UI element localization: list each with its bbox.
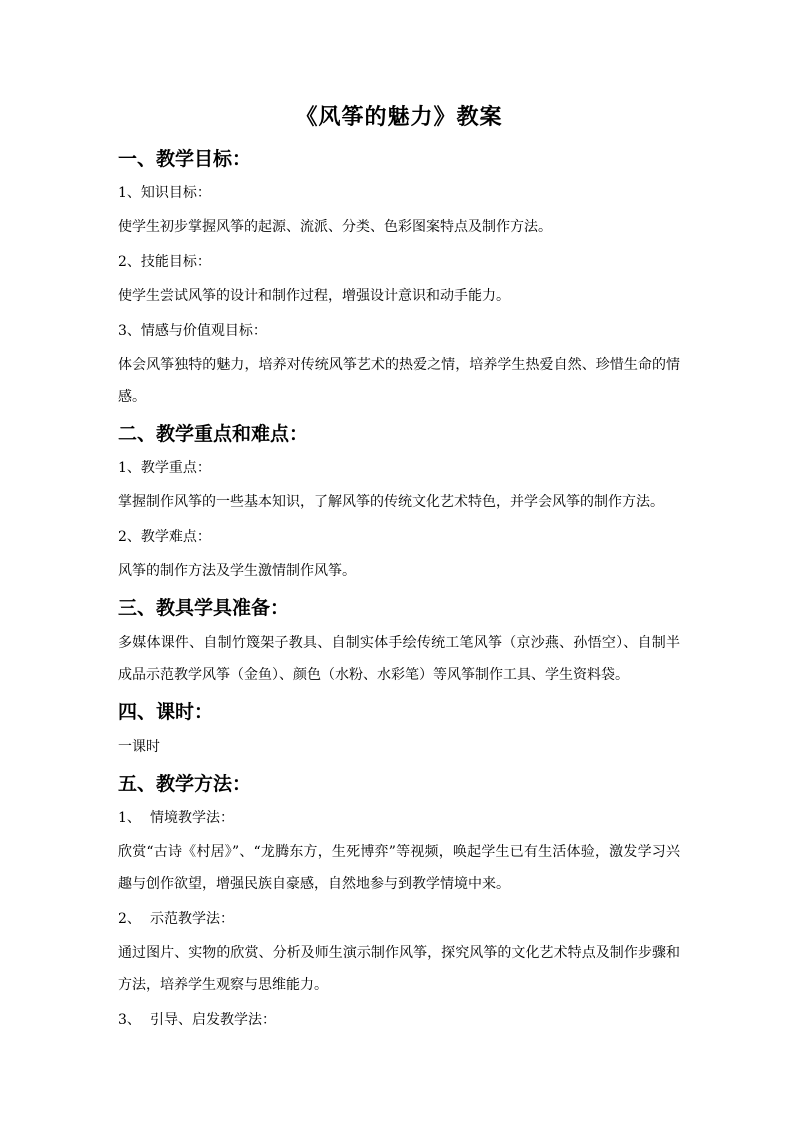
item-number: 1、 — [118, 810, 141, 826]
document-page — [118, 100, 680, 1038]
section-key-and-difficult-points — [118, 419, 680, 587]
sub-heading — [118, 909, 680, 929]
paragraph: 使学生尝试风筝的设计和制作过程，增强设计意识和动手能力。 — [118, 288, 510, 304]
section-class-hours — [118, 697, 680, 763]
section-teaching-methods — [118, 769, 680, 1030]
paragraph: 使学生初步掌握风筝的起源、流派、分类、色彩图案特点及制作方法。 — [118, 219, 552, 235]
paragraph: 欣赏“古诗《村居》”、“龙腾东方，生死博弈”等视频，唤起学生已有生活体验，激发学习兴趣与创作欲望，增强民族自豪感，自然地参与到教学情境中来。 — [118, 844, 680, 892]
paragraph: 通过图片、实物的欣赏、分析及师生演示制作风筝，探究风筝的文化艺术特点及制作步骤和方法，培养学生观察与思维能力。 — [118, 945, 680, 993]
section-teaching-aids — [118, 593, 680, 691]
paragraph: 体会风筝独特的魅力，培养对传统风筝艺术的热爱之情，培养学生热爱自然、珍惜生命的情感。 — [118, 357, 680, 405]
sub-heading: 2、技能目标： — [118, 254, 211, 270]
paragraph: 风筝的制作方法及学生激情制作风筝。 — [118, 563, 356, 579]
sub-heading: 1、教学重点： — [118, 460, 211, 476]
item-number: 2、 — [118, 911, 141, 927]
sub-heading — [118, 1010, 680, 1030]
section-heading: 五、教学方法： — [118, 773, 252, 795]
sub-heading: 3、情感与价值观目标： — [118, 323, 267, 339]
section-heading: 三、教具学具准备： — [118, 597, 290, 619]
sub-heading — [118, 808, 680, 828]
sub-heading: 1、知识目标： — [118, 185, 211, 201]
section-heading: 二、教学重点和难点： — [118, 423, 309, 445]
item-number: 3、 — [118, 1012, 141, 1028]
document-title: 《风筝的魅力》教案 — [295, 104, 503, 130]
section-heading: 四、课时： — [118, 701, 214, 723]
sub-heading-label: 情境教学法： — [150, 810, 234, 826]
sub-heading-label: 示范教学法： — [150, 911, 234, 927]
section-heading: 一、教学目标： — [118, 148, 252, 170]
section-teaching-objectives — [118, 144, 680, 413]
paragraph: 一课时 — [118, 739, 160, 755]
paragraph: 掌握制作风筝的一些基本知识，了解风筝的传统文化艺术特色，并学会风筝的制作方法。 — [118, 494, 664, 510]
sub-heading: 2、教学难点： — [118, 529, 211, 545]
paragraph: 多媒体课件、自制竹篾架子教具、自制实体手绘传统工笔风筝（京沙燕、孙悟空）、自制半成品示范教学风筝（金鱼）、颜色（水粉、水彩笔）等风筝制作工具、学生资料袋。 — [118, 635, 680, 683]
sub-heading-label: 引导、启发教学法： — [150, 1012, 276, 1028]
